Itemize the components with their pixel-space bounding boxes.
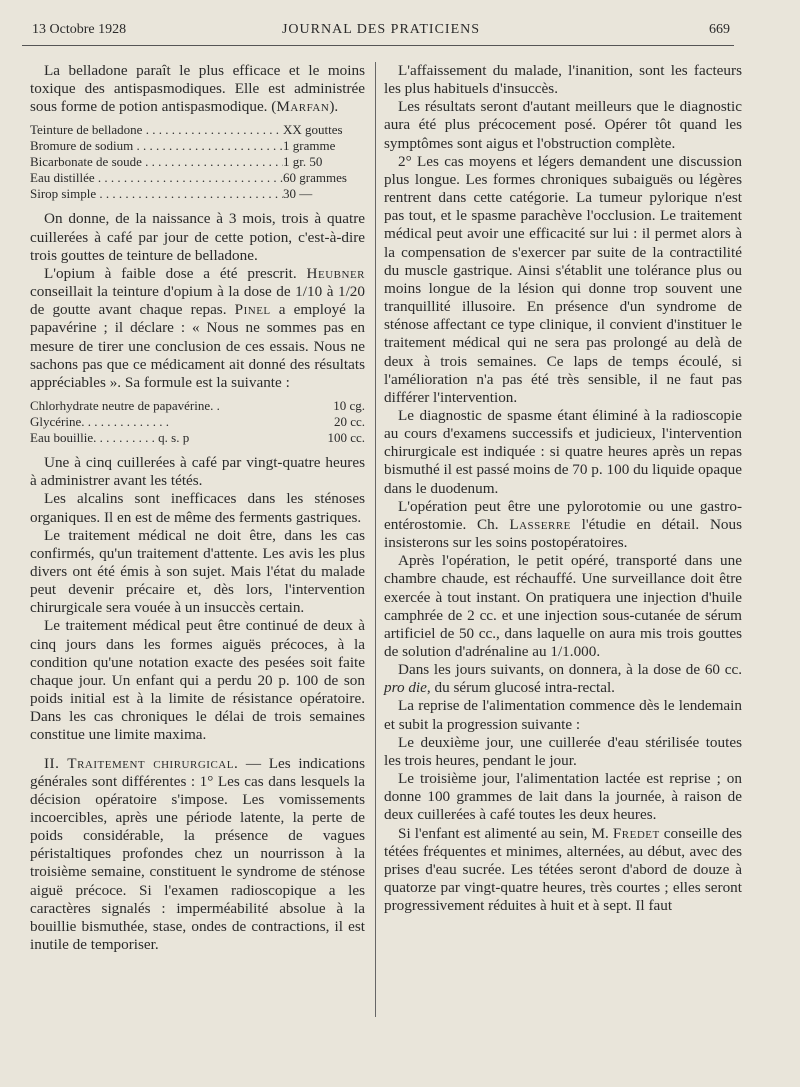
paragraph (384, 825, 742, 916)
prescription-belladone (30, 122, 365, 202)
author-name: Heubner (306, 264, 365, 282)
quantity: 1 gr. 50 (283, 154, 323, 170)
ingredient: Sirop simple . . . (30, 186, 283, 202)
paragraph: Après l'opération, le petit opéré, transporté dans une chambre chaude, est réchauffé. Une surveillance doit être exercée à tout instant. On pratiquera une injection d'huile camphrée de 2 cc. et une injection sous-cutanée de sérum artificiel de 50 cc., dans laquelle on aura mis trois gouttes de solution d'adrénaline au 1/1.000. (384, 552, 742, 660)
text: Dans les jours suivants, on donnera, à la dose de 60 cc. (398, 661, 742, 679)
prescription-row (30, 430, 365, 446)
text: Si l'enfant est alimenté au sein, M. (398, 824, 613, 842)
quantity: 100 cc. (327, 430, 365, 446)
header-rule (22, 45, 734, 46)
paragraph: Le deuxième jour, une cuillerée d'eau stérilisée toutes les trois heures, pendant le jour. (384, 733, 742, 769)
paragraph: La reprise de l'alimentation commence dès le lendemain et subit la progression suivante : (384, 697, 742, 733)
quantity: XX gouttes (283, 122, 343, 138)
column-rule (375, 62, 376, 1017)
quantity: 30 — (283, 186, 313, 202)
italic-text: pro die (384, 679, 427, 697)
text: ). (329, 98, 339, 116)
quantity: 1 gramme (283, 138, 336, 154)
ingredient: Chlorhydrate neutre de papavérine. . (30, 398, 220, 414)
paragraph (384, 661, 742, 697)
prescription-row (30, 154, 365, 170)
ingredient: Teinture de belladone . . . (30, 122, 283, 138)
text: conseille des tétées fréquentes et minimes, alternées, au début, avec des prises d'eau sucrée. Les tétées seront d'abord de douze à quatorze par vingt-quatre heures, très courtes ; elles seront progressivement réduites à huit et à sept. Il faut (384, 824, 742, 915)
quantity: 10 cg. (333, 398, 365, 414)
ingredient: Bicarbonate de soude . . . (30, 154, 283, 170)
text: L'opération peut être une pylorotomie ou une gastro-entérostomie. Ch. (384, 497, 742, 533)
ingredient: Eau distillée . . . (30, 170, 283, 186)
quantity: 60 grammes (283, 170, 347, 186)
author-name: Marfan (276, 98, 330, 116)
text: a employé la papavérine ; il déclare : « Nous ne sommes pas en mesure de tirer une conclusion de ces essais. Nous ne sachons pas que ce médicament ait donné des résultats appréciables ». Sa formule est la suivante : (30, 301, 366, 391)
paragraph: Une à cinq cuillerées à café par vingt-quatre heures à administrer avant les tétés. (30, 454, 365, 490)
quantity: 20 cc. (333, 414, 365, 430)
text: conseillait la teinture d'opium à la dose de 1/10 à 1/20 de goutte avant chaque repas. (30, 283, 365, 319)
author-name: Pinel (234, 301, 271, 319)
prescription-row (30, 122, 365, 138)
prescription-row (30, 170, 365, 186)
running-header (32, 20, 730, 42)
prescription-row (30, 138, 365, 154)
paragraph (30, 265, 365, 392)
left-column (30, 62, 365, 954)
prescription-row (30, 186, 365, 202)
prescription-row (30, 398, 365, 414)
paragraph: Le troisième jour, l'alimentation lactée est reprise ; on donne 100 grammes de lait dans la journée, à raison de deux cuillerées à café toutes les deux heures. (384, 770, 742, 824)
paragraph: Les résultats seront d'autant meilleurs que le diagnostic aura été plus précocement posé. Opérer tôt quand les symptômes sont aigus et l'obstruction complète. (384, 98, 742, 152)
paragraph: Le traitement médical ne doit être, dans les cas confirmés, qu'un traitement d'attente. Les avis les plus divers ont été émis à son sujet. Mais l'état du malade peut devenir précaire et, dès lors, l'intervention chirurgicale sera vouée à un insuccès certain. (30, 526, 365, 617)
paragraph: Les alcalins sont inefficaces dans les sténoses organiques. Il en est de même des ferments gastriques. (30, 490, 365, 526)
paragraph: On donne, de la naissance à 3 mois, trois à quatre cuillerées à café par jour de cette potion, c'est-à-dire trois gouttes de teinture de belladone. (30, 210, 365, 264)
paragraph: 2° Les cas moyens et légers demandent une discussion plus longue. Les formes chroniques subaiguës ou légères rentrent dans cette catégorie. La tumeur pylorique n'est pas tout, et le spasme parachève l'occlusion. Le traitement médical peut avoir une efficacité sur lui : il permet alors à la compensation de s'exercer par suite de la contractilité du muscle gastrique. Ainsi s'établit une tolérance plus ou moins longue de la lésion qui donne trop souvent une tranquillité illusoire. En présence d'un syndrome de sténose affectant ce type clinique, il convient d'instituer le traitement médical qui ne sera pas prolongé au delà de deux à trois semaines. Ce laps de temps écoulé, si l'amélioration n'a pas été très sensible, il ne faut pas différer l'intervention. (384, 152, 742, 406)
paragraph: Le traitement médical peut être continué de deux à cinq jours dans les formes aiguës précoces, à la condition qu'une notation exacte des pesées soit faite chaque jour. Un enfant qui a perdu 20 p. 100 de son poids initial est à la limite de résistance opératoire. Dans les cas chroniques le délai de trois semaines constitue une limite maxima. (30, 617, 365, 744)
text: l'étudie en détail. Nous insisterons sur les soins postopératoires. (384, 515, 743, 552)
paragraph: Le diagnostic de spasme étant éliminé à la radioscopie au cours d'examens successifs et judicieux, l'intervention chirurgicale est indiquée : si quatre heures après un repas bismuthé il est passé moins de 70 p. 100 du liquide opaque dans le duodenum. (384, 406, 742, 497)
text: , du sérum glucosé intra-rectal. (426, 679, 615, 697)
header-journal-title: JOURNAL DES PRATICIENS (281, 22, 481, 37)
author-name: Lasserre (509, 515, 571, 533)
prescription-row (30, 414, 365, 430)
ingredient: Bromure de sodium . . . (30, 138, 283, 154)
text: L'opium à faible dose a été prescrit. (44, 264, 307, 282)
ingredient: Eau bouillie. . . . . . . . . . q. s. p (30, 430, 190, 446)
paragraph (30, 755, 365, 955)
section-heading: II. Traitement chirurgical. (44, 754, 239, 772)
paragraph (30, 62, 365, 116)
header-date: 13 Octobre 1928 (32, 22, 127, 37)
right-column (384, 62, 742, 915)
text: La belladone paraît le plus efficace et le moins toxique des antispasmodiques. Elle est administrée sous forme de potion antispasmodique. ( (30, 62, 365, 116)
paragraph (384, 498, 742, 552)
text: — Les indications générales sont différentes : 1° Les cas dans lesquels la décision opératoire s'impose. Les vomissements incoercibles, après une période latente, la perte de poids considérable, la présence de vagues péristaltiques profondes chez un nourrisson à la troisième semaine, constituent le syndrome de sténose aiguë précoce. Si l'examen radioscopique a les caractères signalés : imperméabilité absolue à la bouillie bismuthée, stase, ondes de contractions, il est inutile de temporiser. (30, 754, 365, 954)
prescription-papaverine (30, 398, 365, 446)
header-page-number: 669 (709, 22, 730, 37)
ingredient: Glycérine. . . . . . . . . . . . . . (30, 414, 170, 430)
paragraph: L'affaissement du malade, l'inanition, sont les facteurs les plus habituels d'insuccès. (384, 62, 742, 98)
author-name: Fredet (612, 824, 660, 842)
